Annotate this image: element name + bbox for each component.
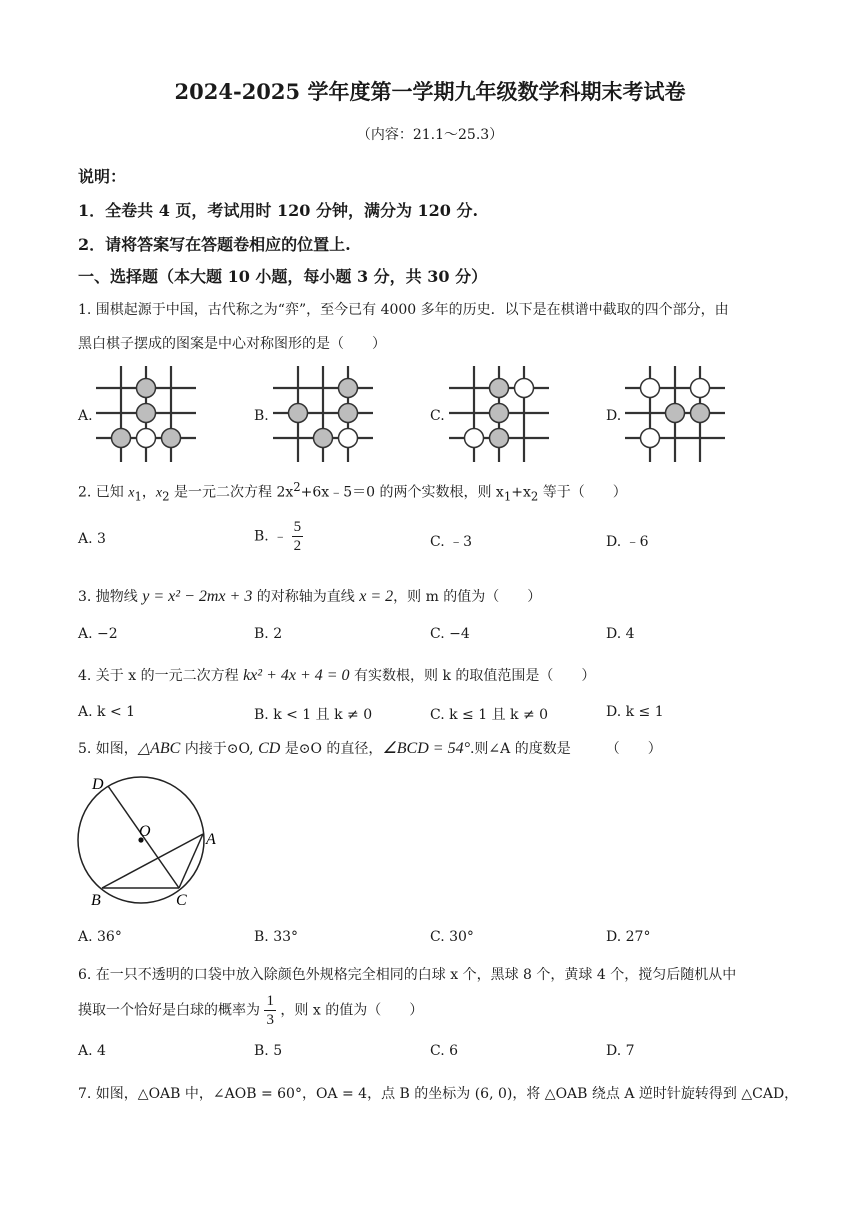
go-board-b: [273, 366, 373, 462]
notes-heading: 说明：: [78, 167, 127, 186]
go-board-a: [96, 366, 196, 462]
q5-option-d: D. 27°: [606, 929, 651, 945]
label-d: D: [92, 776, 104, 793]
q6-option-d: D. 7: [606, 1043, 635, 1059]
q6-option-a: A. 4: [78, 1043, 106, 1059]
q3-stem: 3. 抛物线 y = x² − 2mx + 3 的对称轴为直线 x = 2，则 m 的值为（ ）: [78, 588, 542, 605]
q7-line: 7. 如图，△OAB 中，∠AOB = 60°，OA = 4，点 B 的坐标为 (6, 0)，将 △OAB 绕点 A 逆时针旋转得到 △CAD，: [78, 1086, 799, 1102]
label-o: O: [139, 823, 151, 840]
q5-stem: 5. 如图，△ABC 内接于⊙O, CD 是⊙O 的直径，∠BCD = 54°.则∠A 的度数是 （ ）: [78, 740, 662, 757]
q6-fraction: $\frac{1}{3}$: [266, 993, 274, 1028]
q6-option-b: B. 5: [254, 1043, 283, 1059]
go-board-d: [625, 366, 725, 462]
q4-option-b: B. k < 1 且 k ≠ 0: [254, 707, 373, 723]
q4-option-c: C. k ≤ 1 且 k ≠ 0: [430, 707, 549, 723]
q4-option-a: A. k < 1: [78, 704, 136, 720]
label-a: A: [206, 831, 216, 848]
q1-line2: 黑白棋子摆成的图案是中心对称图形的是（ ）: [78, 336, 386, 352]
note-item-2: 2．请将答案写在答题卷相应的位置上.: [78, 235, 351, 254]
q2-option-d: D. ﹣6: [606, 534, 649, 550]
label-c: C: [176, 892, 187, 909]
q5-option-a: A. 36°: [78, 929, 122, 945]
q3-option-c: C. −4: [430, 626, 470, 642]
q1-option-a-label: A.: [78, 408, 93, 424]
note-item-1: 1．全卷共 4 页，考试用时 120 分钟，满分为 120 分.: [78, 201, 479, 220]
go-board-c: [449, 366, 549, 462]
section-heading: 一、选择题（本大题 10 小题，每小题 3 分，共 30 分）: [78, 267, 488, 286]
q1-option-c-label: C.: [430, 408, 445, 424]
q2-option-b-fraction: $\frac{5}{2}$: [293, 519, 302, 554]
q6-line2: 摸取一个恰好是白球的概率为 $\frac{1}{3}$ ，则 x 的值为（ ）: [78, 993, 424, 1028]
q1-option-d-label: D.: [606, 408, 622, 424]
q2-stem: 2. 已知 $x_1$，$x_2$ 是一元二次方程 $2x^2+6x﹣5=0$ 的两个实数根，则 $x_1+x_2$ 等于（ ）: [78, 480, 627, 504]
q3-option-b: B. 2: [254, 626, 283, 642]
q3-option-d: D. 4: [606, 626, 635, 642]
q5-option-c: C. 30°: [430, 929, 474, 945]
q2-option-b: B. ﹣ $\frac{5}{2}$: [254, 519, 302, 554]
q5-option-b: B. 33°: [254, 929, 299, 945]
q3-option-a: A. −2: [78, 626, 118, 642]
q4-option-d: D. k ≤ 1: [606, 704, 664, 720]
label-b: B: [91, 892, 101, 909]
q1-option-b-label: B.: [254, 408, 269, 424]
q1-line1: 1. 围棋起源于中国，古代称之为“弈”，至今已有 4000 多年的历史．以下是在棋谱中截取的四个部分，由: [78, 302, 729, 318]
q2-option-c: C. ﹣3: [430, 534, 473, 550]
page-title: 2024-2025 学年度第一学期九年级数学科期末考试卷: [174, 79, 686, 104]
q5-circle-figure: [76, 772, 226, 912]
page-subtitle: （内容：21.1～25.3）: [356, 127, 504, 143]
q6-option-c: C. 6: [430, 1043, 459, 1059]
q6-line1: 6. 在一只不透明的口袋中放入除颜色外规格完全相同的白球 x 个，黑球 8 个，黄球 4 个，搅匀后随机从中: [78, 967, 737, 983]
q4-stem: 4. 关于 x 的一元二次方程 kx² + 4x + 4 = 0 有实数根，则 k 的取值范围是（ ）: [78, 667, 596, 684]
q2-option-a: A. 3: [78, 531, 106, 547]
